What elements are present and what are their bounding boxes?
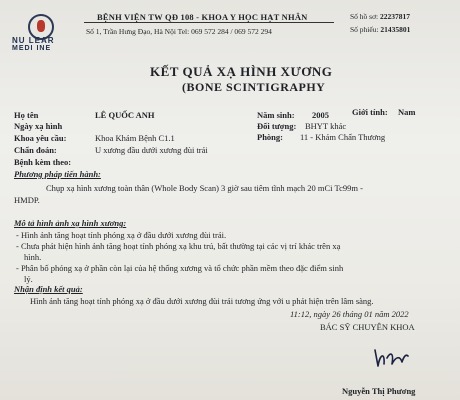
patient-name: LÊ QUỐC ANH xyxy=(95,110,155,120)
logo-text-top: NU LEAR xyxy=(12,36,55,45)
dept-label: Khoa yêu cầu: xyxy=(14,133,67,143)
room-label: Phòng: xyxy=(257,132,283,142)
insurance-label: Đối tượng: xyxy=(257,121,297,131)
dept-value: Khoa Khám Bệnh C1.1 xyxy=(95,133,175,143)
patient-name-label: Họ tên xyxy=(14,110,39,120)
sex-label: Giới tính: xyxy=(352,107,388,117)
slip-number xyxy=(350,25,410,34)
doctor-name: Nguyễn Thị Phương xyxy=(342,386,416,396)
room-value: 11 - Khám Chấn Thương xyxy=(300,132,386,142)
dob-label: Năm sinh: xyxy=(257,110,295,120)
conclusion-text: Hình ảnh tăng hoạt tính phóng xạ ở đầu dưới xương đùi trái tương ứng với u phát hiện trên lâm sàng. xyxy=(30,296,374,306)
diagnosis-value: U xương đầu dưới xương đùi trái xyxy=(95,145,208,155)
description-bullet-1: - Hình ảnh tăng hoạt tính phóng xạ ở đầu dưới xương đùi trái. xyxy=(16,230,227,240)
method-line-1: Chụp xạ hình xương toàn thân (Whole Body Scan) 3 giờ sau tiêm tĩnh mạch 20 mCi Tc99m - xyxy=(46,183,363,193)
comorbidity-label: Bệnh kèm theo: xyxy=(14,157,72,167)
report-subtitle: (BONE SCINTIGRAPHY xyxy=(182,80,326,94)
hospital-logo xyxy=(12,14,68,54)
header-divider xyxy=(84,22,334,23)
record-number-value: 22237817 xyxy=(380,12,411,21)
slip-number-label: Số phiếu: xyxy=(350,25,379,34)
diagnosis-label: Chẩn đoán: xyxy=(14,145,57,155)
description-bullet-2: - Chưa phát hiện hình ảnh tăng hoạt tính phóng xạ khu trú, bất thường tại các vị trí khác trên xạ xyxy=(16,241,341,251)
logo-text-bottom: MEDI INE xyxy=(12,45,52,52)
report-date: 11:12, ngày 26 tháng 01 năm 2022 xyxy=(290,309,409,319)
method-line-2: HMDP. xyxy=(14,195,40,205)
sex-value: Nam xyxy=(398,107,416,117)
hospital-name: BỆNH VIỆN TW QĐ 108 - KHOA Y HỌC HẠT NHÂN xyxy=(97,12,308,22)
record-number xyxy=(350,12,410,21)
description-bullet-3-cont: lý. xyxy=(24,274,33,284)
description-heading: Mô tả hình ảnh xạ hình xương: xyxy=(14,218,127,228)
description-bullet-2-cont: hình. xyxy=(24,252,42,262)
method-heading: Phương pháp tiến hành: xyxy=(14,169,101,179)
record-number-label: Số hồ sơ: xyxy=(350,12,379,21)
report-title: KẾT QUẢ XẠ HÌNH XƯƠNG xyxy=(150,64,333,79)
dob-value: 2005 xyxy=(312,110,329,120)
handwritten-signature xyxy=(372,346,410,370)
slip-number-value: 21435801 xyxy=(380,25,411,34)
description-bullet-3: - Phân bố phóng xạ ở phần còn lại của hệ thống xương và tổ chức phần mềm theo đặc điểm sinh xyxy=(16,263,344,273)
doctor-role: BÁC SỸ CHUYÊN KHOA xyxy=(320,322,415,332)
conclusion-heading: Nhận định kết quả: xyxy=(14,284,83,294)
insurance-value: BHYT khác xyxy=(305,121,347,131)
hospital-address: Số 1, Trần Hưng Đạo, Hà Nội Tel: 069 572 284 / 069 572 294 xyxy=(86,27,272,36)
scan-date-label: Ngày xạ hình xyxy=(14,121,63,131)
